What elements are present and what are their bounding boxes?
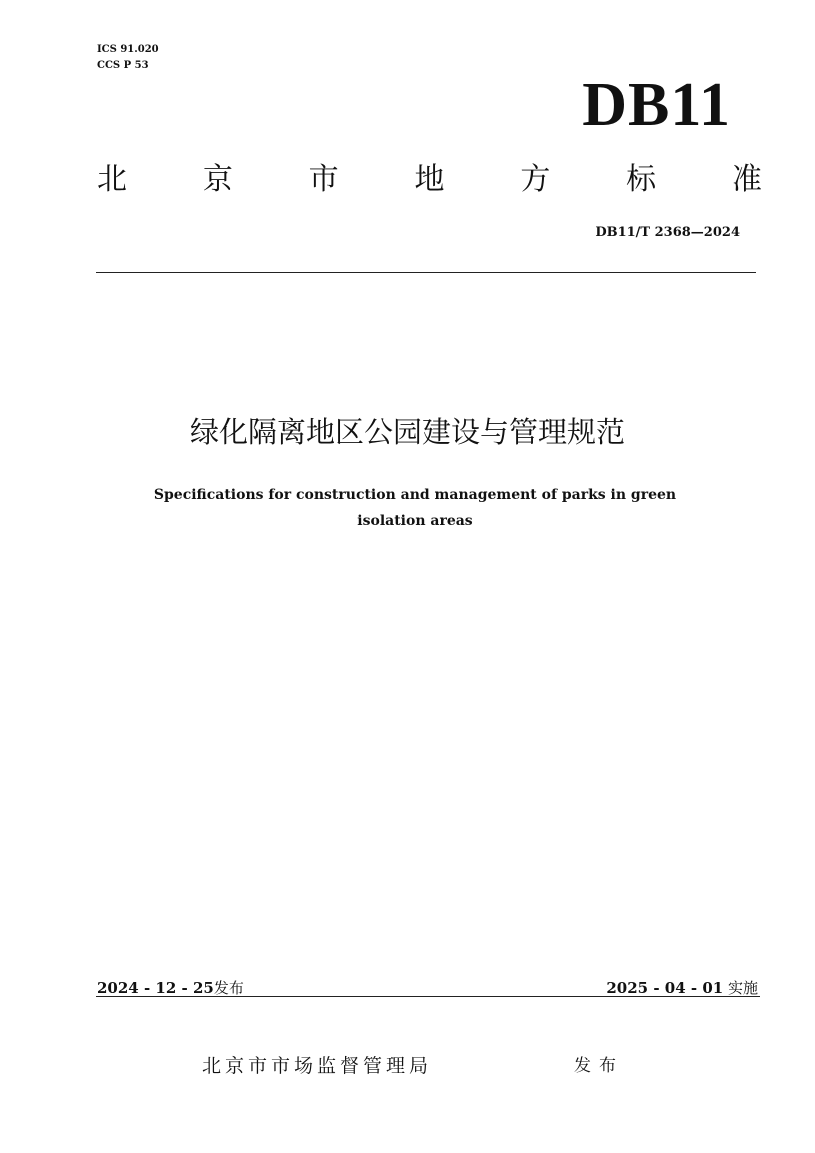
document-title-chinese: 绿化隔离地区公园建设与管理规范 — [189, 415, 625, 449]
standard-type-heading — [97, 158, 762, 202]
header-divider — [96, 272, 756, 273]
standard-number: DB11/T 2368—2024 — [595, 225, 740, 240]
issue-date-block — [97, 977, 244, 998]
issuing-authority: 北京市市场监督管理局 — [202, 1055, 433, 1077]
implement-label: 实施 — [727, 979, 758, 997]
classification-codes — [97, 42, 159, 74]
db11-logo: DB11 — [582, 71, 731, 139]
date-divider — [96, 996, 760, 997]
standard-type-char: 京 — [202, 162, 233, 197]
standard-type-char: 地 — [414, 162, 445, 197]
standard-type-char: 市 — [308, 162, 339, 197]
english-title-line: isolation areas — [357, 513, 473, 529]
ccs-code: CCS P 53 — [97, 60, 149, 71]
implement-date: 2025 - 04 - 01 — [606, 979, 724, 997]
publish-label: 发布 — [574, 1056, 624, 1076]
standard-type-char: 方 — [520, 162, 551, 197]
issue-label: 发布 — [213, 979, 244, 997]
ics-code: ICS 91.020 — [97, 44, 159, 55]
standard-type-char: 标 — [626, 162, 657, 197]
standard-type-char: 准 — [731, 162, 762, 197]
issue-date: 2024 - 12 - 25 — [97, 979, 214, 997]
standard-type-char: 北 — [97, 162, 127, 197]
english-title-line: Specifications for construction and management of parks in green — [153, 487, 677, 503]
implement-date-block — [606, 977, 758, 998]
document-title-english — [100, 482, 730, 534]
